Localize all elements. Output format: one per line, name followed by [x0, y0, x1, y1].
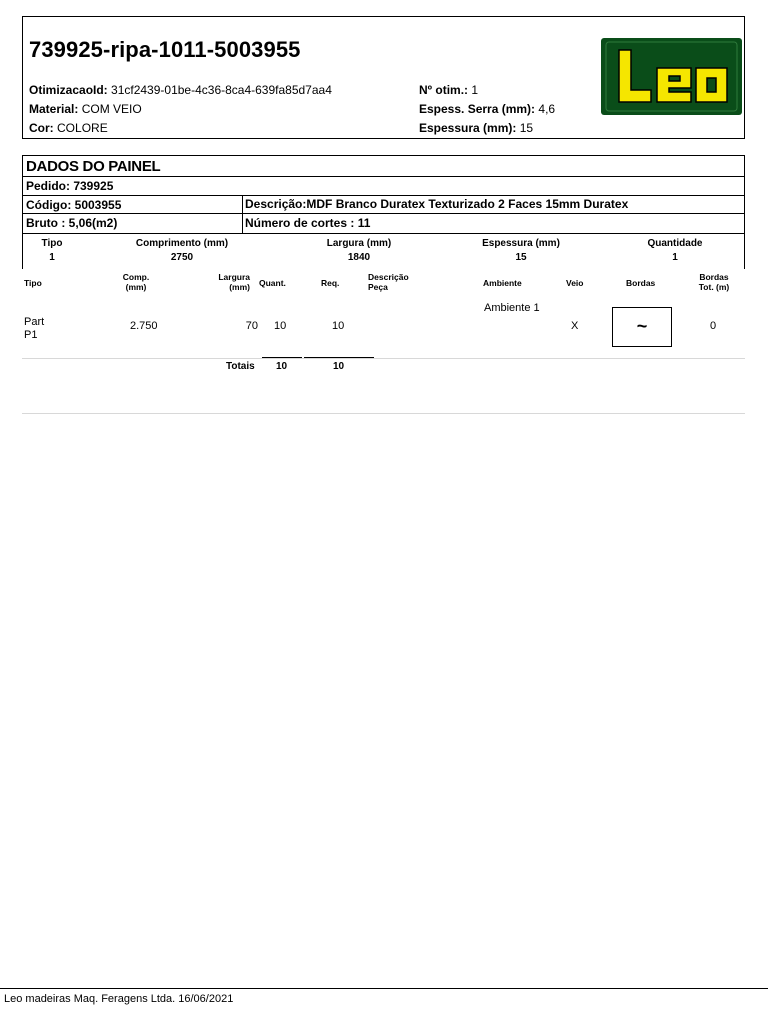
dim-header-quantidade: Quantidade — [647, 238, 703, 249]
totals-req-underline — [304, 357, 374, 358]
th-descricao: Descrição Peça — [368, 272, 409, 292]
espessura-label: Espessura (mm): — [419, 121, 517, 135]
pedido-row — [23, 177, 744, 196]
document-title: 739925-ripa-1011-5003955 — [29, 37, 301, 62]
row-divider — [22, 358, 745, 359]
panel-data-box — [22, 155, 745, 234]
num-otim-label: Nº otim.: — [419, 83, 469, 97]
espessura-field — [419, 119, 555, 138]
th-ambiente: Ambiente — [483, 278, 522, 288]
codigo-row — [23, 196, 744, 214]
bruto-text: Bruto : 5,06(m2) — [26, 216, 118, 230]
cor-value: COLORE — [57, 121, 108, 135]
td-veio: X — [571, 320, 579, 332]
cor-field — [29, 119, 332, 138]
footer-text: Leo madeiras Maq. Feragens Ltda. 16/06/2021 — [4, 993, 234, 1005]
pedido-text: Pedido: 739925 — [26, 179, 114, 193]
th-largura: Largura (mm) — [218, 272, 250, 292]
td-quant: 10 — [274, 320, 287, 332]
totals-quant: 10 — [276, 361, 288, 372]
th-req: Req. — [321, 278, 340, 288]
totals-label: Totais — [226, 361, 255, 372]
table-end-divider — [22, 413, 745, 414]
leo-logo-graphic — [601, 38, 742, 115]
dim-header-espessura: Espessura (mm) — [482, 238, 560, 249]
descricao-text: Descrição:MDF Branco Duratex Texturizado 2 Faces 15mm Duratex — [242, 196, 628, 213]
footer-divider — [0, 988, 768, 989]
totals-quant-underline — [262, 357, 302, 358]
otimizacao-label: OtimizacaoId: — [29, 83, 108, 97]
dim-value-tipo: 1 — [49, 252, 55, 263]
codigo-text: Código: 5003955 — [26, 198, 122, 212]
th-comp: Comp. (mm) — [122, 272, 150, 292]
espess-serra-label: Espess. Serra (mm): — [419, 102, 536, 116]
bruto-row — [23, 214, 744, 233]
dim-header-comprimento: Comprimento (mm) — [135, 238, 229, 249]
td-ambiente: Ambiente 1 — [484, 302, 540, 314]
dim-value-quantidade: 1 — [672, 252, 678, 263]
material-label: Material: — [29, 102, 79, 116]
th-tipo: Tipo — [24, 278, 42, 288]
material-field — [29, 100, 332, 119]
dim-value-comprimento: 2750 — [170, 252, 194, 263]
th-veio: Veio — [566, 278, 584, 288]
otimizacao-field — [29, 81, 332, 100]
leo-logo — [601, 38, 742, 115]
material-value: COM VEIO — [81, 102, 142, 116]
th-bordas: Bordas — [626, 278, 656, 288]
espess-serra-value: 4,6 — [538, 102, 556, 116]
espess-serra-field — [419, 100, 555, 119]
th-bordas-tot: Bordas Tot. (m) — [698, 272, 730, 292]
espessura-value: 15 — [519, 121, 534, 135]
totals-req: 10 — [333, 361, 345, 372]
th-quant: Quant. — [259, 278, 286, 288]
td-comp: 2.750 — [130, 320, 158, 332]
td-bordas-tot: 0 — [710, 320, 717, 332]
td-largura: 70 — [245, 320, 258, 332]
bordas-indicator: ~ — [612, 307, 672, 347]
dim-value-largura: 1840 — [347, 252, 371, 263]
td-req: 10 — [332, 320, 345, 332]
header-meta-left — [29, 81, 332, 138]
dim-header-tipo: Tipo — [41, 238, 63, 249]
header-meta-right — [419, 81, 555, 138]
otimizacao-value: 31cf2439-01be-4c36-8ca4-639fa85d7aa4 — [111, 83, 332, 97]
dim-value-espessura: 15 — [515, 252, 527, 263]
dim-header-largura: Largura (mm) — [326, 238, 392, 249]
num-cortes-text: Número de cortes : 11 — [242, 214, 370, 233]
cor-label: Cor: — [29, 121, 54, 135]
panel-dimensions — [22, 234, 745, 269]
td-tipo: Part P1 — [24, 316, 45, 341]
panel-title: DADOS DO PAINEL — [23, 156, 744, 177]
document-header — [22, 16, 745, 139]
num-otim-value: 1 — [471, 83, 479, 97]
num-otim-field — [419, 81, 555, 100]
